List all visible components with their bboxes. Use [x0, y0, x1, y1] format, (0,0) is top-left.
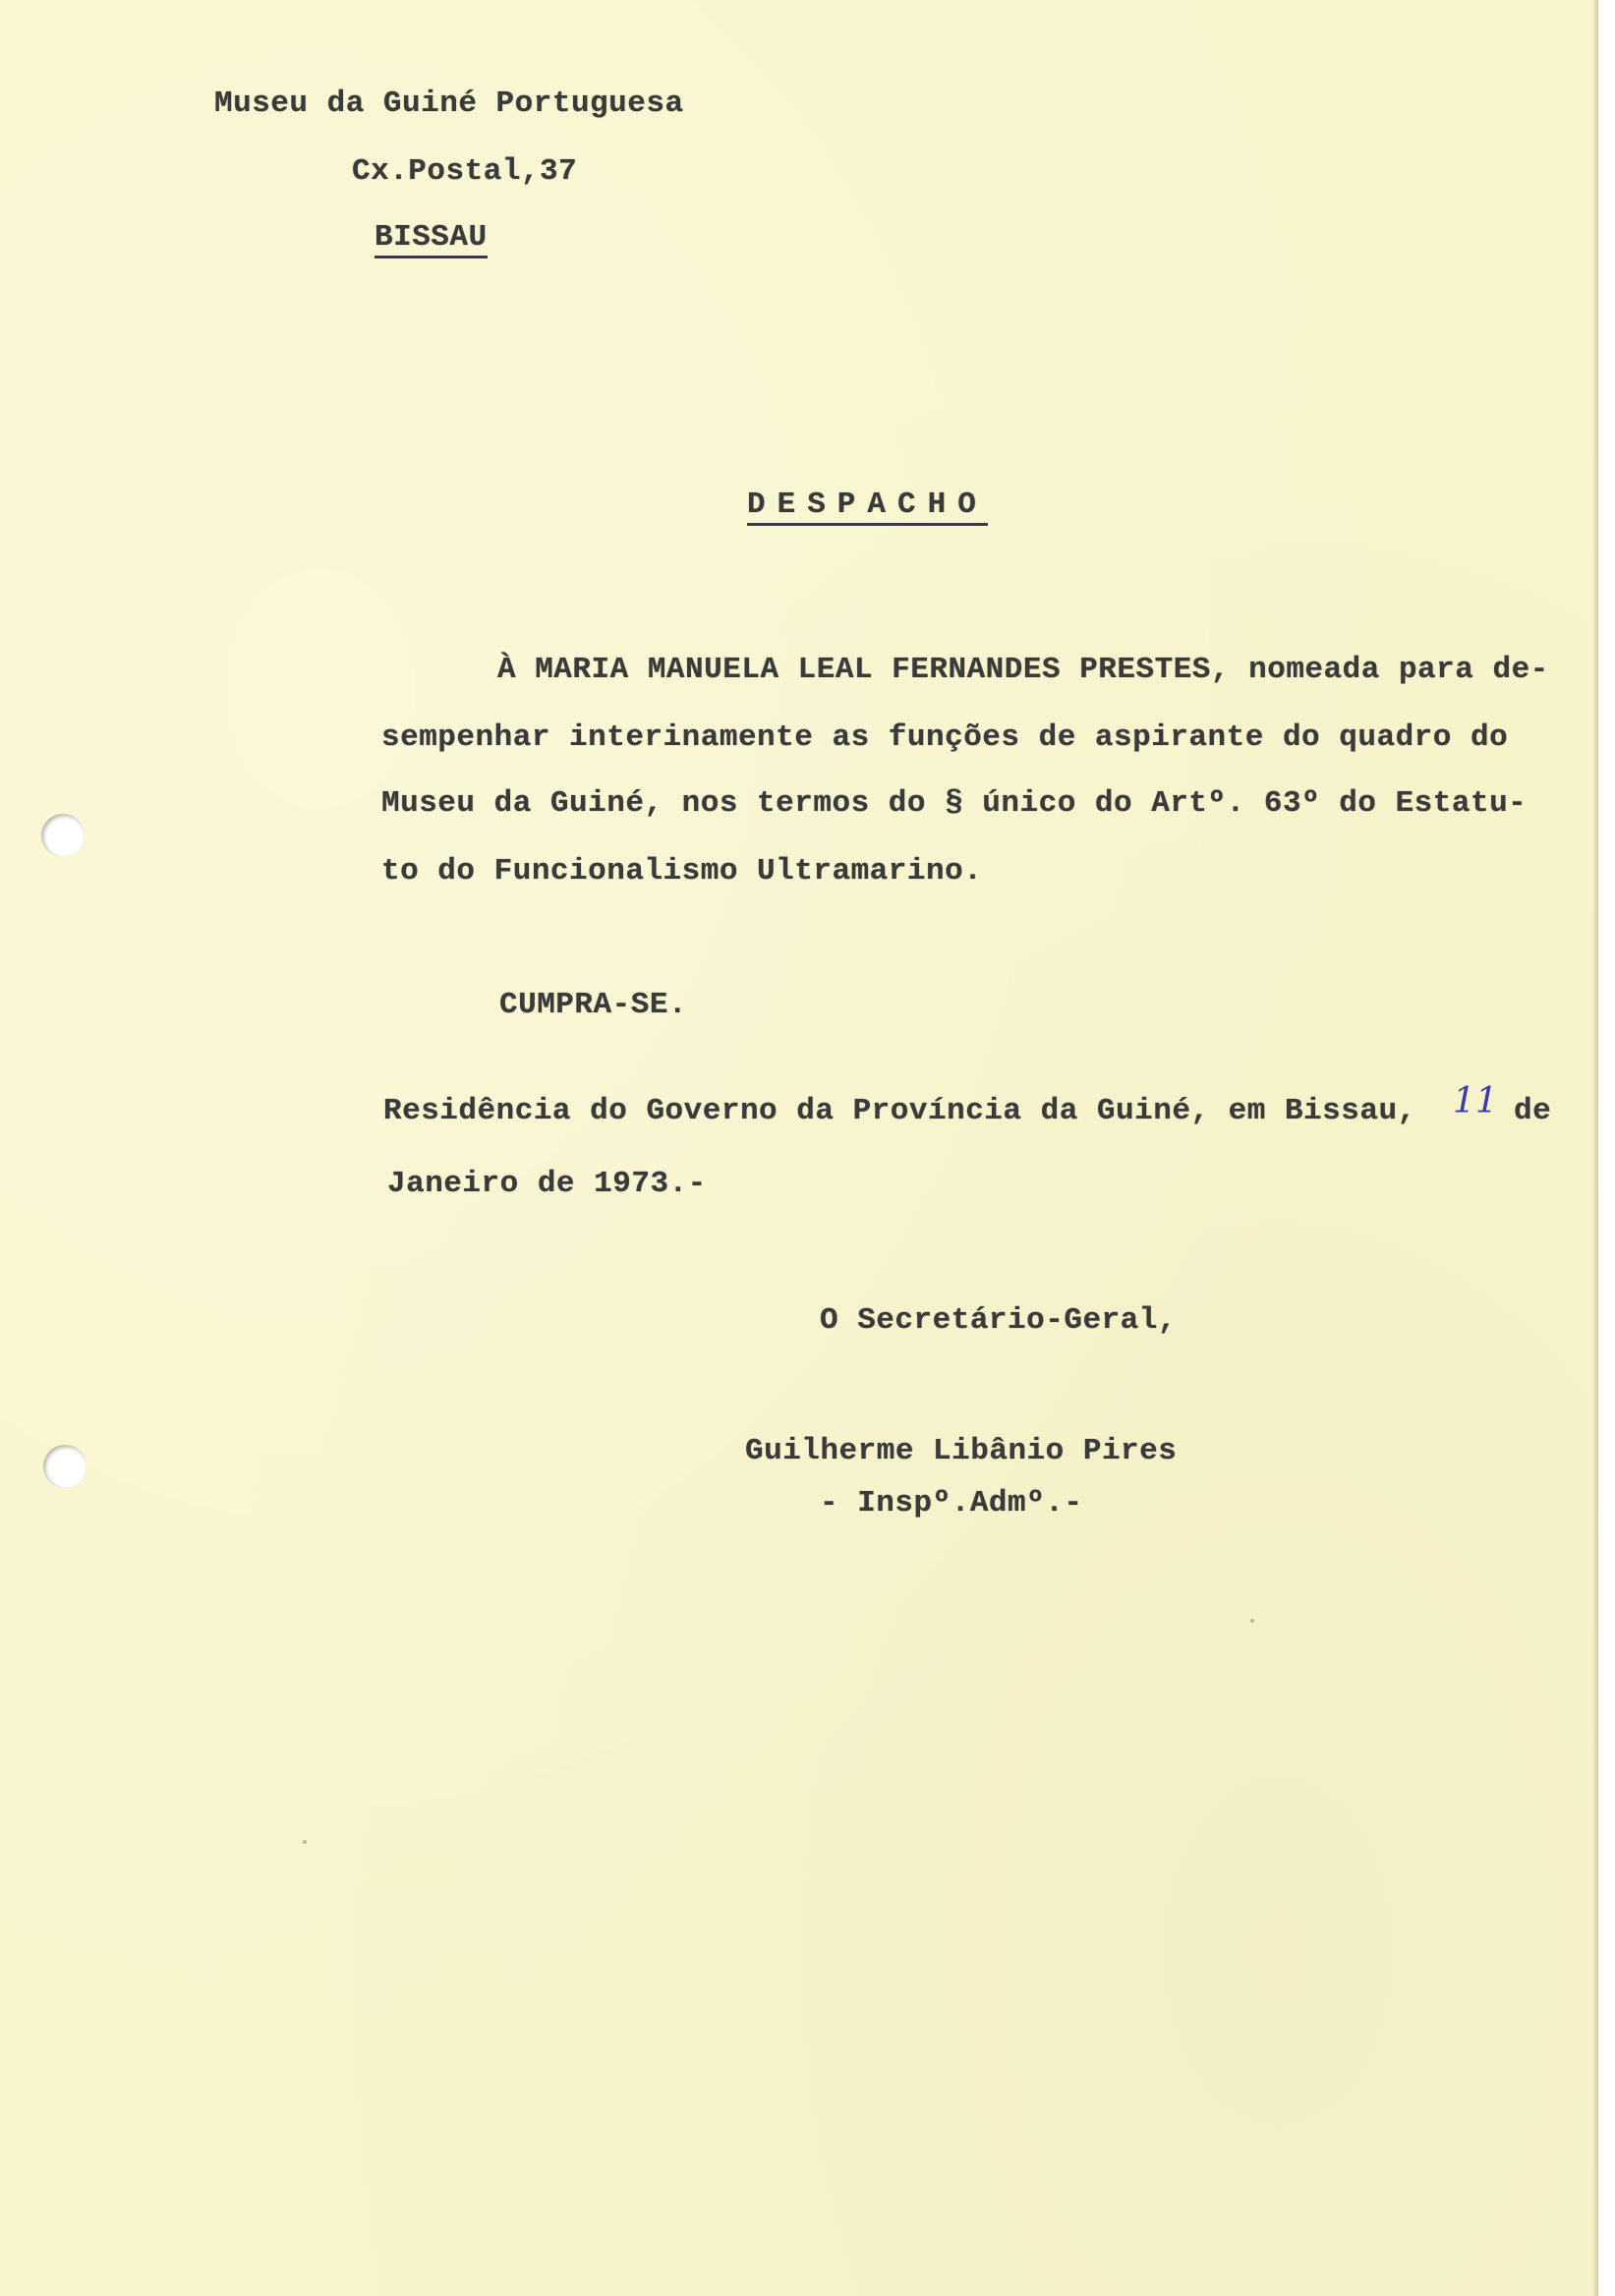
directive: CUMPRA-SE. — [499, 988, 688, 1022]
document-title: DESPACHO — [747, 488, 988, 526]
body-line-2: sempenhar interinamente as funções de aspirante do quadro do — [381, 720, 1509, 755]
closing-de: de — [1514, 1094, 1552, 1128]
punch-hole-lower — [43, 1445, 87, 1488]
paper-speck — [303, 1840, 307, 1844]
signature-role: O Secretário-Geral, — [820, 1303, 1177, 1338]
signature-name: Guilherme Libânio Pires — [745, 1434, 1178, 1468]
paper-speck — [1250, 1619, 1254, 1623]
header-postal: Cx.Postal,37 — [352, 154, 578, 189]
punch-hole-upper — [41, 814, 85, 857]
body-line-4: to do Funcionalismo Ultramarino. — [381, 854, 983, 889]
page-edge-shadow — [1592, 0, 1598, 2296]
signature-rank: - Inspº.Admº.- — [820, 1486, 1083, 1521]
closing-day-handwritten: 11 — [1453, 1081, 1498, 1121]
closing-place: Residência do Governo da Província da Guiné, em Bissau, — [383, 1094, 1416, 1128]
body-line-3: Museu da Guiné, nos termos do § único do Artº. 63º do Estatu- — [381, 786, 1528, 821]
body-line-1: À MARIA MANUELA LEAL FERNANDES PRESTES, nomeada para de- — [497, 653, 1549, 687]
closing-date: Janeiro de 1973.- — [387, 1167, 707, 1201]
header-city: BISSAU — [375, 220, 488, 258]
header-museum: Museu da Guiné Portuguesa — [214, 86, 684, 121]
